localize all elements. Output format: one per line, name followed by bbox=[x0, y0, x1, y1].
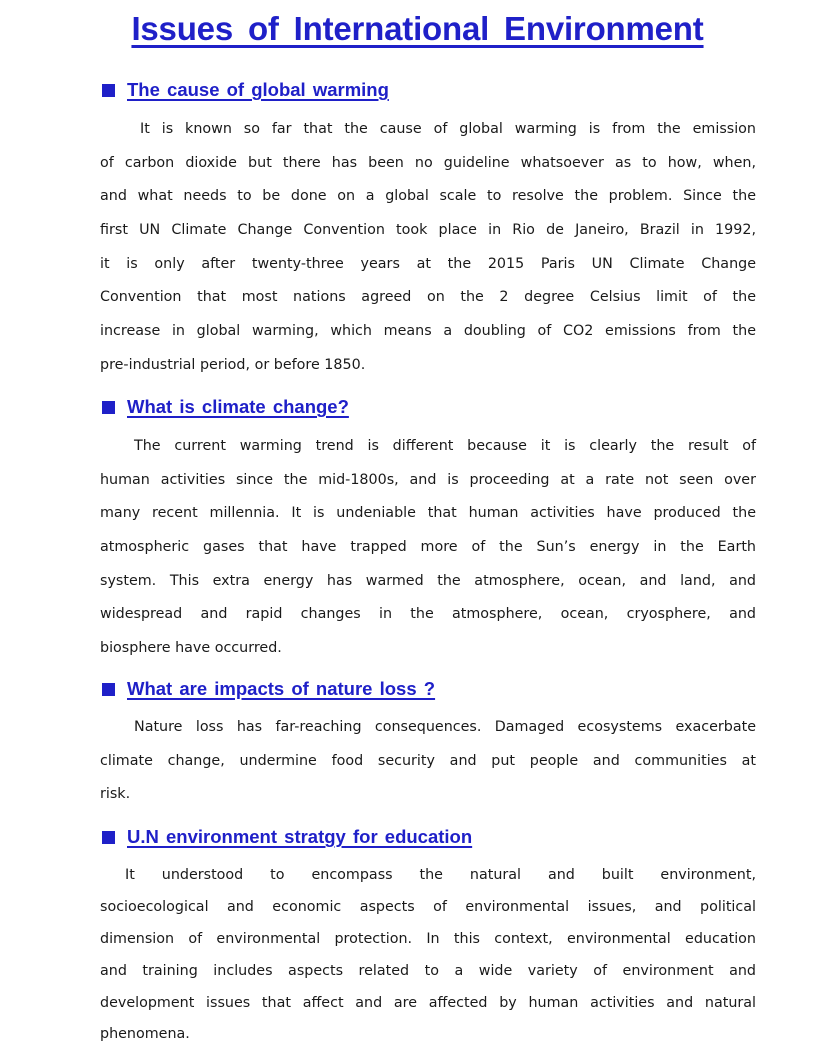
paragraph-nature-loss bbox=[100, 711, 756, 812]
text-line: pre-industrial period, or before 1850. bbox=[100, 356, 366, 373]
square-bullet-icon bbox=[102, 683, 115, 696]
square-bullet-icon bbox=[102, 831, 115, 844]
text-line: human activities since the mid-1800s, and is proceeding at a rate not seen over bbox=[100, 471, 756, 488]
square-bullet-icon bbox=[102, 401, 115, 414]
text-line: and training includes aspects related to a wide variety of environment and bbox=[100, 962, 756, 979]
paragraph-climate-change bbox=[100, 430, 756, 666]
paragraph-un-strategy bbox=[100, 860, 756, 1051]
paragraph-global-warming bbox=[100, 113, 756, 383]
text-line: Nature loss has far-reaching consequences. Damaged ecosystems exacerbate bbox=[134, 719, 756, 735]
text-line: Convention that most nations agreed on the 2 degree Celsius limit of the bbox=[100, 289, 756, 306]
text-line: socioecological and economic aspects of environmental issues, and political bbox=[100, 898, 756, 915]
text-line: first UN Climate Change Convention took place in Rio de Janeiro, Brazil in 1992, bbox=[100, 222, 756, 239]
text-line: risk. bbox=[100, 786, 131, 803]
text-line: It is known so far that the cause of global warming is from the emission bbox=[140, 121, 756, 137]
text-line: it is only after twenty-three years at the 2015 Paris UN Climate Change bbox=[100, 255, 756, 272]
text-line: phenomena. bbox=[100, 1026, 190, 1043]
text-line: The current warming trend is different because it is clearly the result of bbox=[134, 438, 756, 454]
text-line: increase in global warming, which means a doubling of CO2 emissions from the bbox=[100, 323, 756, 340]
text-line: It understood to encompass the natural and built environment, bbox=[125, 867, 756, 883]
text-line: widespread and rapid changes in the atmosphere, ocean, cryosphere, and bbox=[100, 606, 756, 623]
text-line: atmospheric gases that have trapped more of the Sun’s energy in the Earth bbox=[100, 539, 756, 556]
text-line: development issues that affect and are affected by human activities and natural bbox=[100, 994, 756, 1011]
text-line: biosphere have occurred. bbox=[100, 640, 282, 657]
text-line: of carbon dioxide but there has been no guideline whatsoever as to how, when, bbox=[100, 154, 756, 171]
text-line: and what needs to be done on a global scale to resolve the problem. Since the bbox=[100, 188, 756, 205]
section-heading-nature-loss: What are impacts of nature loss ? bbox=[102, 678, 435, 700]
text-line: many recent millennia. It is undeniable that human activities have produced the bbox=[100, 505, 756, 522]
text-line: climate change, undermine food security and put people and communities at bbox=[100, 752, 756, 769]
page-title: Issues of International Environment bbox=[131, 10, 704, 47]
text-line: system. This extra energy has warmed the atmosphere, ocean, and land, and bbox=[100, 572, 756, 589]
section-heading-un-strategy: U.N environment stratgy for education bbox=[102, 826, 472, 848]
square-bullet-icon bbox=[102, 84, 115, 97]
text-line: dimension of environmental protection. In this context, environmental education bbox=[100, 930, 756, 947]
section-heading-global-warming: The cause of global warming bbox=[102, 79, 389, 101]
section-heading-climate-change: What is climate change? bbox=[102, 396, 349, 418]
